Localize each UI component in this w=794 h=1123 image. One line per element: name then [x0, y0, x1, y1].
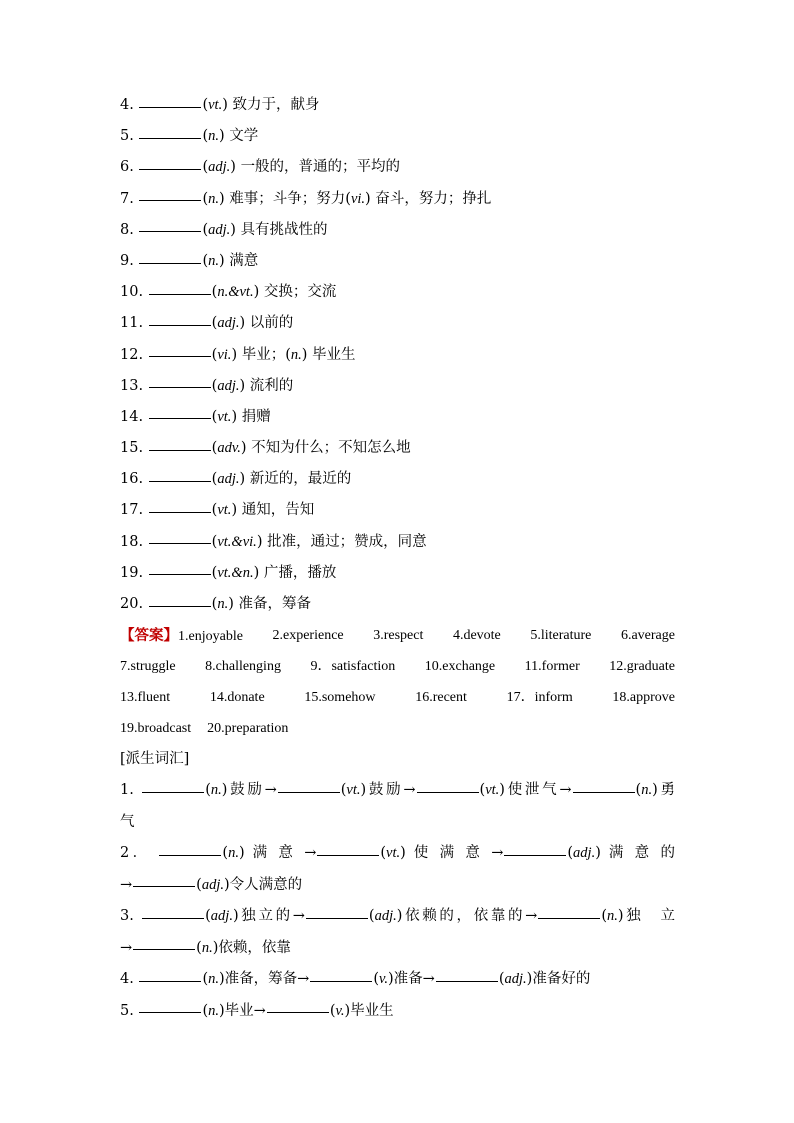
item-number: 14.: [120, 408, 144, 425]
answer-row-3: [120, 682, 675, 713]
meaning: 具有挑战性的: [240, 221, 328, 238]
answer-blank[interactable]: [149, 542, 211, 544]
part-of-speech: n.: [217, 596, 229, 612]
vocab-item: 7. (n.) 难事；斗争；努力(vi.) 奋斗，努力；挣扎: [120, 190, 492, 207]
item-number: 10.: [120, 284, 144, 301]
vocab-item: 14. (vt.) 捐赠: [120, 408, 271, 425]
meaning: 毕业；: [241, 346, 286, 363]
answer-row-2: [120, 651, 675, 682]
answer-row-1: [120, 620, 675, 651]
part-of-speech: n.: [290, 346, 302, 363]
meaning: 新近的，最近的: [249, 471, 352, 488]
meaning: 致力于，献身: [232, 97, 320, 113]
meaning: 准备，筹备: [238, 596, 311, 612]
answer-blank[interactable]: [149, 573, 211, 575]
answer-item: 6.average: [620, 628, 675, 644]
meaning: 批准，通过；赞成，同意: [267, 533, 427, 550]
vocab-item: 15. (adv.) 不知为什么；不知怎么地: [120, 440, 411, 457]
vocab-item: 11. (adj.) 以前的: [120, 315, 294, 332]
item-number: 5.: [120, 128, 134, 145]
vocab-item: 9. (n.) 满意: [120, 252, 259, 269]
document-page: [120, 90, 675, 1027]
answer-item: 2.experience: [272, 628, 344, 644]
answer-blank[interactable]: [310, 980, 372, 982]
answer-blank[interactable]: [573, 791, 635, 793]
answer-item: 9．satisfaction: [310, 659, 396, 675]
answer-blank[interactable]: [133, 948, 195, 950]
vocab-item: 20. (n.) 准备，筹备: [120, 596, 311, 612]
item-number: 7.: [120, 190, 134, 207]
answer-item: 14.donate: [209, 690, 265, 706]
meaning: 文学: [229, 128, 259, 145]
answer-label: 【答案】: [120, 627, 178, 645]
answer-blank[interactable]: [504, 854, 566, 856]
answer-blank[interactable]: [139, 168, 201, 170]
vocab-item: 19. (vt.&n.) 广播，播放: [120, 564, 337, 581]
item-number: 8.: [120, 221, 134, 238]
item-number: 6.: [120, 159, 134, 176]
answer-blank[interactable]: [133, 885, 195, 887]
answer-blank[interactable]: [139, 980, 201, 982]
answer-blank[interactable]: [149, 480, 211, 482]
answer-item: 18.approve: [612, 690, 675, 706]
vocab-item: 10. (n.&vt.) 交换；交流: [120, 284, 337, 301]
part-of-speech: adj.: [217, 377, 240, 394]
meaning: 广播，播放: [263, 564, 337, 581]
item-number: 13.: [120, 377, 144, 394]
answer-blank[interactable]: [139, 199, 201, 201]
derived-item-1-cont: 气: [120, 813, 135, 830]
answer-blank[interactable]: [149, 449, 211, 451]
part-of-speech: vt.&n.: [217, 564, 254, 581]
answer-blank[interactable]: [159, 854, 221, 856]
meaning: 难事；斗争；努力: [229, 190, 346, 207]
item-number: 19.: [120, 564, 144, 581]
answer-item: 19.broadcast: [120, 721, 192, 737]
vocab-item: 12. (vi.) 毕业；(n.) 毕业生: [120, 346, 356, 363]
derived-item-3-cont: → (n.)依赖，依靠: [120, 939, 291, 956]
answer-blank[interactable]: [149, 511, 211, 513]
answer-blank[interactable]: [142, 791, 204, 793]
derived-item-5: 5. (n.)毕业→ (v.)毕业生: [120, 1002, 394, 1019]
answer-item: 20.preparation: [207, 721, 289, 737]
part-of-speech: vt.: [217, 408, 232, 425]
answer-blank[interactable]: [139, 262, 201, 264]
vocab-item: 18. (vt.&vi.) 批准，通过；赞成，同意: [120, 533, 427, 550]
derived-item-4: 4. (n.)准备，筹备→ (v.)准备→ (adj.)准备好的: [120, 971, 591, 988]
answer-blank[interactable]: [149, 417, 211, 419]
meaning: 通知，告知: [241, 502, 315, 519]
vocab-item: 6. (adj.) 一般的，普通的；平均的: [120, 159, 401, 176]
answer-item: 7.struggle: [120, 659, 176, 675]
part-of-speech: adv.: [217, 440, 241, 457]
derived-item-2: 2． (n.) 满 意 → (vt.) 使 满 意 → (adj.) 满 意 的: [120, 845, 675, 862]
meaning: 交换；交流: [263, 284, 337, 301]
item-number: 20.: [120, 596, 144, 612]
item-number: 4.: [120, 97, 134, 113]
answer-blank[interactable]: [149, 355, 211, 357]
part-of-speech: adj.: [217, 315, 240, 332]
vocab-item: 8. (adj.) 具有挑战性的: [120, 221, 328, 238]
answer-item: 16.recent: [415, 690, 467, 706]
answer-item: 8.challenging: [205, 659, 281, 675]
part-of-speech: n.: [208, 190, 219, 207]
vocab-item: 4. (vt.) 致力于，献身: [120, 97, 320, 113]
answer-blank[interactable]: [139, 137, 201, 139]
vocab-item: 16. (adj.) 新近的，最近的: [120, 471, 352, 488]
answer-blank[interactable]: [149, 386, 211, 388]
answer-blank[interactable]: [139, 106, 201, 108]
part-of-speech: n.: [208, 128, 219, 145]
answer-blank[interactable]: [149, 293, 211, 295]
item-number: 11.: [120, 315, 144, 332]
answer-blank[interactable]: [317, 854, 379, 856]
answer-blank[interactable]: [417, 791, 479, 793]
vocab-item: 13. (adj.) 流利的: [120, 377, 294, 394]
answer-blank[interactable]: [278, 791, 340, 793]
answer-blank[interactable]: [538, 917, 600, 919]
part-of-speech: n.&vt.: [217, 284, 254, 301]
part-of-speech: vt.: [208, 97, 223, 113]
answer-blank[interactable]: [139, 1011, 201, 1013]
meaning: 以前的: [249, 315, 294, 332]
meaning: 奋斗，努力；挣扎: [375, 190, 492, 207]
part-of-speech: vt.&vi.: [217, 533, 257, 550]
answer-blank[interactable]: [149, 605, 211, 607]
part-of-speech: n.: [208, 252, 219, 269]
vocab-item: 5. (n.) 文学: [120, 128, 259, 145]
answer-blank[interactable]: [149, 324, 211, 326]
derived-item-2-cont: → (adj.)令人满意的: [120, 876, 303, 893]
item-number: 18.: [120, 533, 144, 550]
part-of-speech: vi.: [217, 346, 232, 363]
answer-item: 12.graduate: [609, 659, 675, 675]
answer-item: 1.enjoyable: [178, 629, 243, 645]
item-number: 17.: [120, 502, 144, 519]
meaning: 不知为什么；不知怎么地: [251, 440, 411, 457]
part-of-speech: adj.: [208, 221, 231, 238]
part-of-speech: adj.: [208, 159, 231, 176]
meaning: 毕业生: [312, 346, 356, 363]
answer-item: 10.exchange: [424, 659, 496, 675]
answer-item: 5.literature: [530, 628, 592, 644]
section-title: [派生词汇]: [120, 751, 190, 768]
item-number: 15.: [120, 440, 144, 457]
meaning: 一般的，普通的；平均的: [240, 159, 401, 176]
answer-blank[interactable]: [142, 917, 204, 919]
part-of-speech: vt.: [217, 502, 232, 519]
answer-item: 11.former: [524, 659, 580, 675]
part-of-speech: vi.: [350, 190, 366, 207]
item-number: 9.: [120, 252, 134, 269]
derived-item-1: 1. (n.)鼓励→ (vt.)鼓励→ (vt.)使泄气→ (n.)勇: [120, 782, 675, 799]
answer-item: 13.fluent: [120, 690, 171, 706]
vocabulary-list: [120, 90, 675, 620]
item-number: 16.: [120, 471, 144, 488]
answer-blank[interactable]: [267, 1011, 329, 1013]
item-number: 12.: [120, 346, 144, 363]
part-of-speech: adj.: [217, 471, 240, 488]
derived-item-3: 3. (adj.)独立的→ (adj.)依赖的，依靠的→ (n.)独 立: [120, 908, 676, 925]
answer-blank[interactable]: [139, 230, 201, 232]
answer-blank[interactable]: [436, 980, 498, 982]
answer-item: 4.devote: [452, 628, 501, 644]
answer-item: 3.respect: [373, 628, 424, 644]
meaning: 满意: [229, 252, 259, 269]
vocab-item: 17. (vt.) 通知，告知: [120, 502, 315, 519]
meaning: 捐赠: [241, 408, 271, 425]
answer-row-4: [120, 713, 675, 744]
answer-item: 17．inform: [506, 690, 573, 706]
answer-item: 15.somehow: [304, 690, 376, 706]
meaning: 流利的: [249, 377, 294, 394]
answer-blank[interactable]: [306, 917, 368, 919]
